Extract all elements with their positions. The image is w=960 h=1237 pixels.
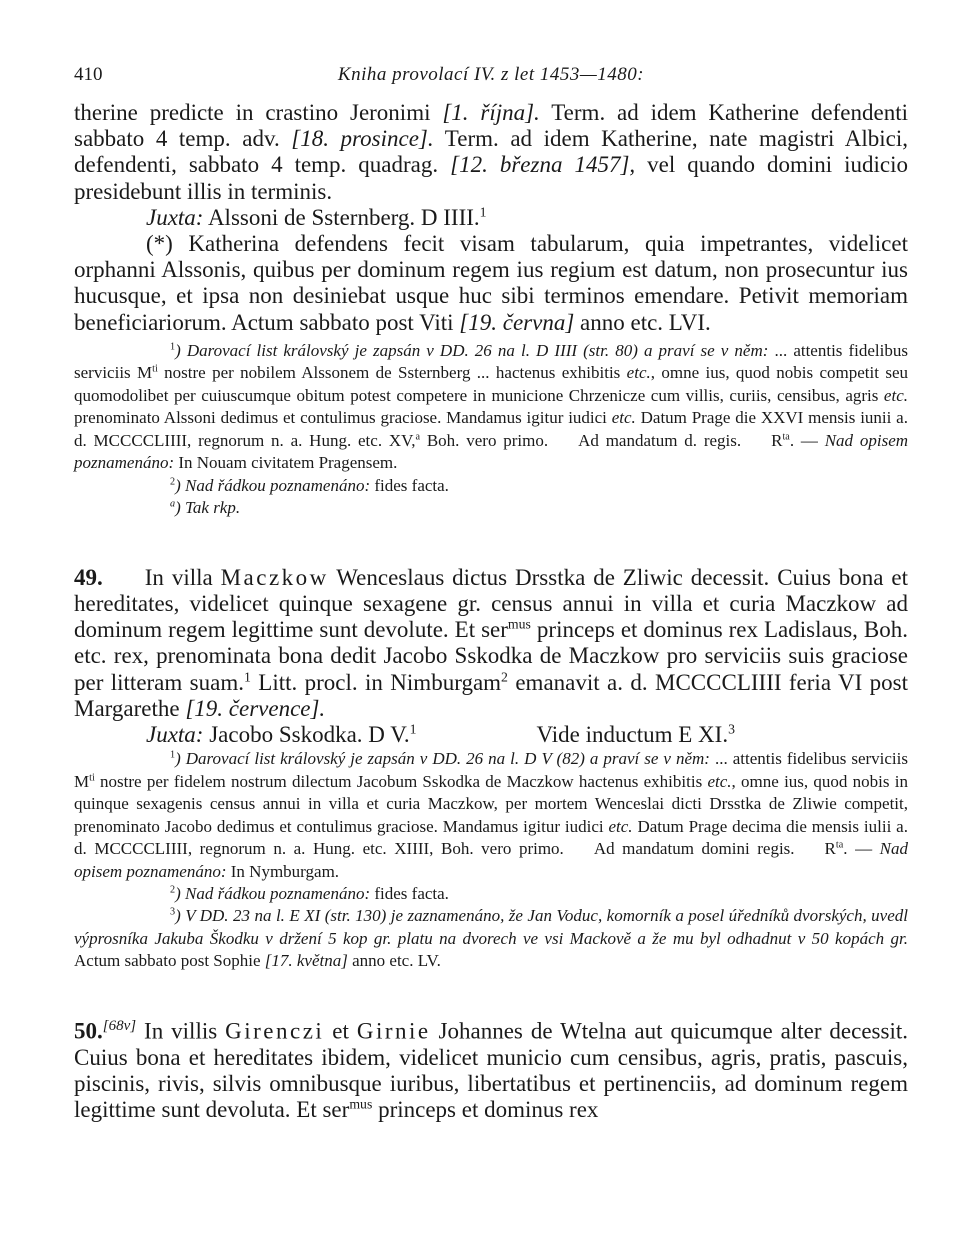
entry-48-footnote-a: $^a$) Tak rkp. <box>170 497 241 517</box>
entry-48-footnote-2: $^2$) Nad řádkou poznamenáno: fides facta. <box>170 475 449 495</box>
entry-50-paragraph: 50.[68v] In villis Girenczi et Girnie Johannes de Wtelna aut quicumque alter decessit. Cuius bona et hereditates ibidem, videlicet municio cum censibus, agris, pratis, pascuis, piscinis, rivis, silvis omnibusque iuribus, libertatibus et pertinenciis, ad dominum regem legittime sunt devoluta. Et ser$^{mus}$ princeps et dominus rex <box>74 1017 908 1123</box>
entry-48-paragraph-2: (*) Katherina defendens fecit visam tabularum, quia impetrantes, videlicet orphanni Alssonis, quibus per dominum regem ius regium est datum, non prosecuntur ius hucusque, et ipsa non desiniebat usque huc sibi terminos emendare. Petivit memoriam beneficiariorum. Actum sabbato post Viti [19. června] anno etc. LVI. <box>74 231 908 335</box>
entry-number: 49. <box>74 564 103 590</box>
entry-49-paragraph: 49. In villa Maczkow Wenceslaus dictus Drsstka de Zliwic decessit. Cuius bona et hereditates, videlicet quinque sexagene gr. census annui in villa et curia Maczkow ad dominum regem legittime sunt devolute. Et ser$^{mus}$ princeps et dominus rex Ladislaus, Boh. etc. rex, prenominata bona dedit Jacobo Sskodka de Maczkow pro serviciis suis graciose per litteram suam.$^1$ Litt. procl. in Nimburgam$^2$ emanavit a. d. MCCCCLIIII feria VI post Margarethe [19. července]. <box>74 564 909 721</box>
page-header <box>74 60 908 100</box>
entry-48-paragraph-1: therine predicte in crastino Jeronimi [1. října]. Term. ad idem Katherine defendenti sabbato 4 temp. adv. [18. prosince]. Term. ad idem Katherine, nate magistri Albici, defendenti, sabbato 4 temp. quadrag. [12. března 1457], vel quando domini iudicio presidebunt illis in terminis. <box>74 100 909 204</box>
running-title: Kniha provolací IV. z let 1453—1480: <box>337 64 645 85</box>
entry-49-juxta: Juxta: Jacobo Sskodka. D V.$^1$ Vide inductum E XI.$^3$ <box>146 721 735 748</box>
folio-mark: [68v] <box>102 1017 137 1034</box>
entry-number: 50. <box>74 1018 103 1044</box>
entry-49-footnote-2: $^2$) Nad řádkou poznamenáno: fides facta. <box>170 884 449 904</box>
entry-48-juxta: Juxta: Alssoni de Ssternberg. D IIII.$^1$ <box>146 204 487 230</box>
page-number: 410 <box>74 64 103 85</box>
entry-48-footnote-1: $^1$) Darovací list královský je zapsán v DD. 26 na l. D IIII (str. 80) a praví se v něm: ... attentis fidelibus serviciis $M^{ti}$ nostre per nobilem Alssonem de Ssternberg ... hactenus exhibitis etc., omne ius, quod nobis competit seu quomodolibet per cuiuscumque obitum potest competere in municione Chrzenicze cum villis, curiis, censibus, agris etc. prenominato Alssoni dedimus et contulimus graciose. Mandamus igitur iudici etc. Datum Prage die XXVI mensis iunii a. d. MCCCCLIIII, regnorum n. a. Hung. etc. XV,$^a$ Boh. vero primo. Ad mandatum d. regis. $R^{ta}$. — Nad opisem poznamenáno: In Nouam civitatem Pragensem. <box>74 340 909 473</box>
entry-49-footnote-1: $^1$) Darovací list královský je zapsán v DD. 26 na l. D V (82) a praví se v něm: ... attentis fidelibus serviciis $M^{ti}$ nostre per fidelem nostrum dilectum Jacobum Sskodka de Maczkow hactenus exhibitis etc., omne ius, quod nobis in quinque sexagenis census annui in villa et curia Maczkow, per mortem Wenceslai dicti Drsstka de Zliwie competit, prenominato Jacobo dedimus et contulimus graciose. Mandamus igitur iudici etc. Datum Prage decima die mensis iulii a. d. MCCCCLIIII, regnorum n. a. Hung. etc. XIIII, Boh. vero primo. Ad mandatum domini regis. $R^{ta}$. — Nad opisem poznamenáno: In Nymburgam. <box>74 749 909 881</box>
entry-49-footnote-3: $^3$) V DD. 23 na l. E XI (str. 130) je zaznamenáno, že Jan Voduc, komorník a posel úředníků dvorských, uvedl výprosníka Jakuba Škodku v držení 5 kop gr. platu na dvorech ve vsi Mackově a že mu byl odhadnut v 50 kopách gr. Actum sabbato post Sophie [17. května] anno etc. LV. <box>74 906 908 971</box>
